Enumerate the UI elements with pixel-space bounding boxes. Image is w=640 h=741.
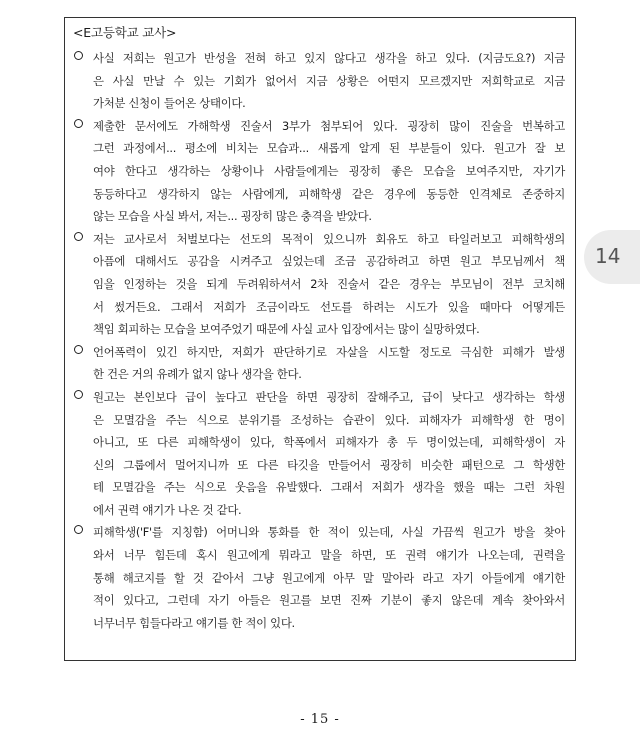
statement-list	[73, 47, 565, 634]
circle-bullet-icon	[74, 51, 83, 60]
circle-bullet-icon	[74, 119, 83, 128]
statement-item	[73, 341, 565, 386]
statement-line: 서 썼거든요. 그래서 저희가 조금이라도 선도를 하려는 시도가 있을 때마다 어떻게든	[93, 299, 565, 314]
statement-line: 사실 저희는 원고가 반성을 전혀 하고 있지 않다고 생각을 하고 있다. (지금도요?) 지금	[93, 51, 565, 65]
statement-line: 저는 교사로서 처벌보다는 선도의 목적이 있으니까 회유도 하고 타일러보고 피해학생의	[93, 231, 565, 246]
statement-line: 가처분 신청이 들어온 상태이다.	[93, 96, 246, 111]
statement-line: 그런 과정에서... 평소에 비치는 모습과... 새롭게 알게 된 부분들이 있다. 원고가 잘 보	[93, 141, 565, 156]
statement-line: 제출한 문서에도 가해학생 진술서 3부가 첨부되어 있다. 굉장히 많이 진술을 번복하고	[93, 118, 565, 133]
statement-line: 아픔에 대해서도 공감을 시켜주고 싶었는데 조금 공감하려고 하면 원고 부모님께서 책	[93, 254, 565, 269]
statement-line: 임을 인정하는 것을 되게 두려워하셔서 2차 진술서 같은 경우는 부모님이 전부 코치해	[93, 276, 565, 291]
statement-item	[73, 47, 565, 115]
statement-item	[73, 115, 565, 228]
statement-line: 책임 회피하는 모습을 보여주었기 때문에 사실 교사 입장에서는 많이 실망하였다.	[93, 322, 480, 337]
statement-line: 적이 있다고, 그런데 자기 아들은 원고를 보면 진짜 기분이 좋지 않은데 계속 찾아와서	[93, 593, 565, 608]
statement-line: 피해학생('F'를 지칭함) 어머니와 통화를 한 적이 있는데, 사실 가끔씩 원고가 방을 찾아	[93, 525, 565, 540]
page-tab[interactable]	[584, 230, 640, 284]
statement-line: 통해 해코지를 할 것 같아서 그냥 원고에게 아무 말 말아라 라고 자기 아들에게 얘기한	[93, 570, 565, 585]
statement-line: 원고는 본인보다 급이 높다고 판단을 하면 굉장히 잘해주고, 급이 낮다고 생각하는 학생	[93, 389, 565, 404]
section-header: <E고등학교 교사>	[73, 25, 177, 40]
statement-line: 은 모멸감을 주는 식으로 분위기를 조성하는 습관이 있다. 피해자가 피해학생 한 명이	[93, 412, 565, 427]
statement-item	[73, 386, 565, 522]
statement-line: 언어폭력이 있긴 하지만, 저희가 판단하기로 자살을 시도할 정도로 극심한 피해가 발생	[93, 344, 565, 359]
circle-bullet-icon	[74, 232, 83, 241]
statement-line: 아니고, 또 다른 피해학생이 있다, 학폭에서 피해자가 총 두 명이었는데, 피해학생이 자	[93, 435, 565, 450]
statement-line: 테 모멸감을 주는 식으로 웃음을 유발했다. 그래서 저희가 생각을 했을 때는 그런 차원	[93, 480, 565, 495]
circle-bullet-icon	[74, 345, 83, 354]
statement-line: 은 사실 만날 수 있는 기회가 없어서 지금 상황은 어떤지 모르겠지만 저희학교로 지금	[93, 73, 565, 88]
statement-line: 한 건은 거의 유례가 없지 않나 생각을 한다.	[93, 367, 302, 382]
page-tab-label: 14	[595, 244, 621, 268]
statement-line: 에서 권력 얘기가 나온 것 같다.	[93, 502, 242, 517]
statement-line: 동등하다고 생각하지 않는 사람에게, 피해학생 같은 경우에 동등한 인격체로 존중하지	[93, 186, 565, 201]
statement-line: 여야 한다고 생각하는 상황이나 사람들에게는 굉장히 좋은 모습을 보여주지만, 자기가	[93, 163, 565, 178]
circle-bullet-icon	[74, 525, 83, 534]
statement-line: 너무너무 힘들다라고 얘기를 한 적이 있다.	[93, 615, 295, 630]
statement-line: 와서 너무 힘든데 혹시 원고에게 뭐라고 말을 하면, 또 권력 얘기가 나오는데, 권력을	[93, 548, 565, 563]
statement-line: 신의 그룹에서 멀어지니까 또 다른 타깃을 만들어서 굉장히 비슷한 패턴으로 그 학생한	[93, 457, 565, 472]
document-box	[64, 17, 576, 661]
page-number: - 15 -	[300, 712, 340, 727]
circle-bullet-icon	[74, 390, 83, 399]
statement-line: 않는 모습을 사실 봐서, 저는... 굉장히 많은 충격을 받았다.	[93, 209, 372, 224]
statement-item	[73, 521, 565, 634]
statement-item	[73, 228, 565, 341]
